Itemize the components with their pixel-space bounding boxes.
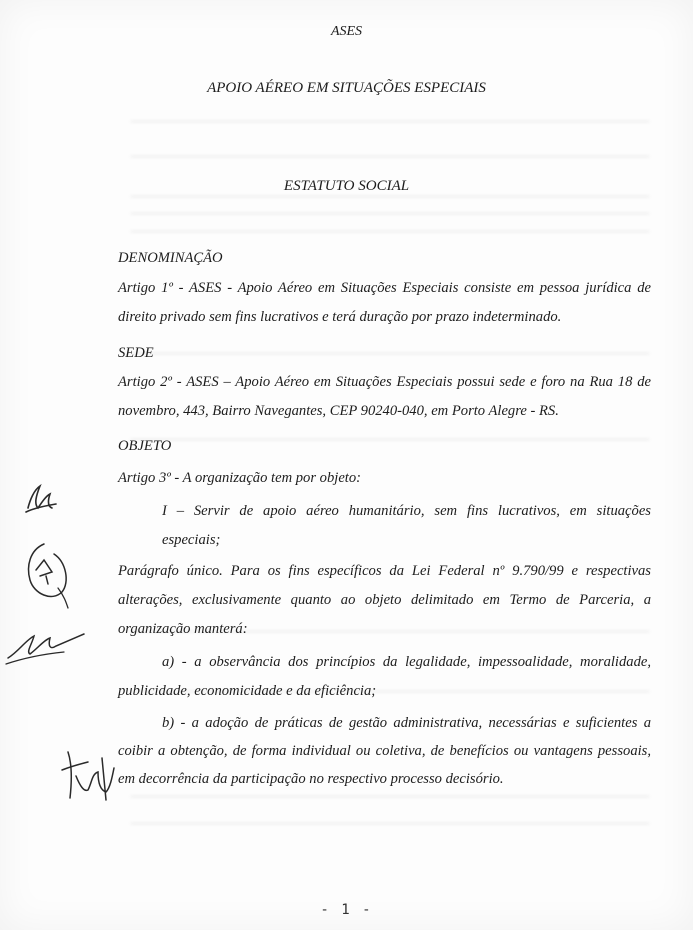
item-a-line: a) - a observância dos princípios da legalidade, impessoalidade, moralidade, xyxy=(162,654,651,670)
show-through-line xyxy=(130,352,650,355)
header-org-full: APOIO AÉREO EM SITUAÇÕES ESPECIAIS xyxy=(207,80,486,96)
show-through-line xyxy=(130,822,650,825)
article-1-line: direito privado sem fins lucrativos e terá duração por prazo indeterminado. xyxy=(118,309,562,325)
document-title: ESTATUTO SOCIAL xyxy=(283,178,410,194)
show-through-line xyxy=(130,230,650,233)
item-b-line: em decorrência da participação no respectivo processo decisório. xyxy=(118,771,504,787)
handwritten-initials-icon xyxy=(58,748,120,804)
article-2-line: novembro, 443, Bairro Navegantes, CEP 90240-040, em Porto Alegre - RS. xyxy=(118,403,559,419)
article-1-line: Artigo 1º - ASES - Apoio Aéreo em Situações Especiais consiste em pessoa jurídica de xyxy=(118,280,651,296)
paragrafo-unico-line: alterações, exclusivamente quanto ao objeto delimitado em Termo de Parceria, a xyxy=(118,592,651,608)
show-through-line xyxy=(130,212,650,215)
show-through-line xyxy=(130,795,650,798)
item-b-line: coibir a obtenção, de forma individual ou coletiva, de benefícios ou vantagens pessoais, xyxy=(118,743,651,759)
item-a-line: publicidade, economicidade e da eficiência; xyxy=(118,683,377,699)
item-1-line: especiais; xyxy=(162,532,221,548)
show-through-line xyxy=(130,155,650,158)
show-through-line xyxy=(130,438,650,441)
handwritten-initials-icon xyxy=(4,628,90,666)
show-through-line xyxy=(130,120,650,123)
section-heading-sede: SEDE xyxy=(118,345,154,361)
article-3: Artigo 3º - A organização tem por objeto: xyxy=(118,470,362,486)
article-2-line: Artigo 2º - ASES – Apoio Aéreo em Situações Especiais possui sede e foro na Rua 18 de xyxy=(118,374,651,390)
paragrafo-unico-line: Parágrafo único. Para os fins específicos da Lei Federal nº 9.790/99 e respectivas xyxy=(118,563,651,579)
handwritten-initials-icon xyxy=(22,540,72,612)
item-1-line: I – Servir de apoio aéreo humanitário, sem fins lucrativos, em situações xyxy=(162,503,651,519)
paragrafo-unico-line: organização manterá: xyxy=(118,621,248,637)
handwritten-initials-icon xyxy=(20,478,60,520)
show-through-line xyxy=(130,195,650,198)
section-heading-denominacao: DENOMINAÇÃO xyxy=(118,250,223,266)
item-b-line: b) - a adoção de práticas de gestão administrativa, necessárias e suficientes a xyxy=(162,715,651,731)
section-heading-objeto: OBJETO xyxy=(118,438,172,454)
header-org: ASES xyxy=(330,24,363,39)
page-number: - 1 - xyxy=(320,902,373,918)
